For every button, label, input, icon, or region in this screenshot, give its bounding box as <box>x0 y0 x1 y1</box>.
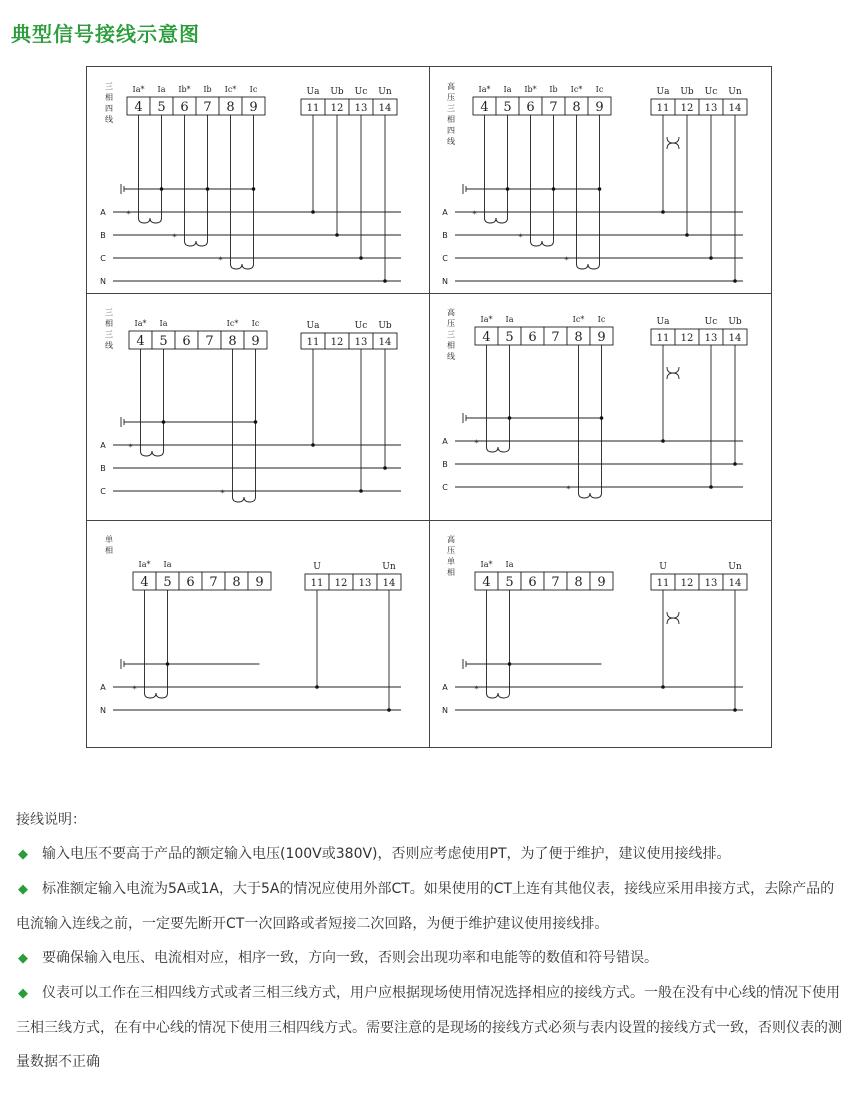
junction-dot <box>661 685 665 689</box>
terminal-number: 11 <box>306 103 320 114</box>
diamond-bullet-icon: ◆ <box>18 882 28 897</box>
bus-label: A <box>100 208 106 217</box>
voltage-label: Ub <box>330 87 344 97</box>
ct-coil-icon <box>487 441 510 452</box>
polarity-mark: * <box>126 210 131 219</box>
junction-dot <box>387 708 391 712</box>
current-label: Ia <box>157 85 166 94</box>
terminal-number: 4 <box>140 575 149 590</box>
ct-coil-icon <box>233 491 256 502</box>
note-text: 标准额定输入电流为5A或1A，大于5A的情况应使用外部CT。如果使用的CT上连有其他仪表，接线应采用串接方式，去除产品的电流输入连线之前，一定要先断开CT一次回路或者短接二次回路，为便于维护建议使用接线排。 <box>16 881 835 932</box>
junction-dot <box>709 256 713 260</box>
polarity-mark: * <box>564 256 569 265</box>
mode-label: 相 <box>105 546 113 555</box>
terminal-number: 12 <box>334 578 348 589</box>
bus-label: B <box>100 464 106 473</box>
terminal-number: 12 <box>680 103 694 114</box>
current-label: Ic <box>249 85 258 94</box>
terminal-number: 4 <box>482 330 491 345</box>
junction-dot <box>162 420 166 424</box>
bus-label: B <box>442 231 448 240</box>
terminal-number: 11 <box>656 103 670 114</box>
junction-dot <box>311 210 315 214</box>
mode-label: 压 <box>447 319 455 328</box>
diamond-bullet-icon: ◆ <box>18 847 28 862</box>
polarity-mark: * <box>132 685 137 694</box>
terminal-number: 6 <box>526 100 535 115</box>
terminal-number: 12 <box>330 337 344 348</box>
diagram-single-phase <box>100 534 401 715</box>
terminal-number: 14 <box>728 333 742 344</box>
ct-coil-icon <box>531 235 554 246</box>
bus-label: A <box>100 441 106 450</box>
junction-dot <box>359 256 363 260</box>
voltage-label: Ua <box>306 321 320 331</box>
terminal-number: 14 <box>382 578 396 589</box>
mode-label: 线 <box>447 137 455 146</box>
voltage-label: Ua <box>306 87 320 97</box>
current-label: Ia* <box>138 560 151 569</box>
terminal-number: 4 <box>480 100 489 115</box>
mode-label: 高 <box>447 535 455 544</box>
voltage-label: Uc <box>704 317 718 327</box>
voltage-label: Un <box>728 87 742 97</box>
terminal-number: 9 <box>255 575 264 590</box>
terminal-number: 5 <box>505 330 514 345</box>
diagram-hv-single-phase <box>442 534 747 715</box>
terminal-number: 13 <box>704 578 718 589</box>
junction-dot <box>506 187 510 191</box>
mode-label: 高 <box>447 82 455 91</box>
note-item-4 <box>16 976 842 1079</box>
terminal-number: 13 <box>354 103 368 114</box>
notes-header: 接线说明： <box>16 812 86 828</box>
polarity-mark: * <box>518 233 523 242</box>
terminal-number: 13 <box>354 337 368 348</box>
terminal-number: 5 <box>505 575 514 590</box>
terminal-number: 4 <box>482 575 491 590</box>
mode-label: 压 <box>447 93 455 102</box>
mode-label: 三 <box>105 330 113 339</box>
terminal-number: 9 <box>249 100 258 115</box>
voltage-label: Un <box>378 87 392 97</box>
current-label: Ia* <box>134 319 147 328</box>
terminal-number: 13 <box>704 103 718 114</box>
polarity-mark: * <box>218 256 223 265</box>
terminal-number: 13 <box>704 333 718 344</box>
terminal-number: 5 <box>163 575 172 590</box>
terminal-number: 9 <box>597 330 606 345</box>
mode-label: 三 <box>105 308 113 317</box>
bus-label: C <box>442 483 448 492</box>
mode-label: 四 <box>447 126 455 135</box>
polarity-mark: * <box>474 685 479 694</box>
current-label: Ic <box>595 85 604 94</box>
current-label: Ic* <box>572 315 585 324</box>
wiring-notes <box>16 803 842 1079</box>
terminal-number: 12 <box>680 578 694 589</box>
note-item-3 <box>16 941 842 976</box>
junction-dot <box>508 662 512 666</box>
mode-label: 线 <box>105 115 113 124</box>
junction-dot <box>733 462 737 466</box>
junction-dot <box>311 443 315 447</box>
bus-label: C <box>100 254 106 263</box>
current-label: Ic <box>597 315 606 324</box>
current-label: Ic* <box>226 319 239 328</box>
voltage-label: Ub <box>378 321 392 331</box>
terminal-number: 7 <box>205 334 214 349</box>
bus-label: A <box>442 208 448 217</box>
wiring-diagrams-svg <box>87 67 771 747</box>
polarity-mark: * <box>472 210 477 219</box>
current-label: Ic* <box>570 85 583 94</box>
terminal-number: 9 <box>251 334 260 349</box>
polarity-mark: * <box>220 489 225 498</box>
terminal-number: 9 <box>597 575 606 590</box>
bus-label: A <box>100 683 106 692</box>
terminal-number: 7 <box>549 100 558 115</box>
current-label: Ib* <box>178 85 191 94</box>
ct-coil-icon <box>139 212 162 223</box>
ct-coil-icon <box>485 212 508 223</box>
current-label: Ia <box>505 315 514 324</box>
terminal-number: 4 <box>136 334 145 349</box>
note-item-1 <box>16 837 842 872</box>
mode-label: 相 <box>447 568 455 577</box>
junction-dot <box>335 233 339 237</box>
current-label: Ia <box>503 85 512 94</box>
mode-label: 高 <box>447 308 455 317</box>
diamond-bullet-icon: ◆ <box>18 986 28 1001</box>
mode-label: 单 <box>447 557 455 566</box>
junction-dot <box>160 187 164 191</box>
terminal-number: 6 <box>528 330 537 345</box>
terminal-number: 8 <box>574 330 583 345</box>
voltage-label: Ub <box>680 87 694 97</box>
bus-label: A <box>442 437 448 446</box>
ct-coil-icon <box>231 258 254 269</box>
terminal-number: 6 <box>528 575 537 590</box>
terminal-number: 8 <box>572 100 581 115</box>
terminal-number: 7 <box>551 575 560 590</box>
junction-dot <box>315 685 319 689</box>
terminal-number: 6 <box>182 334 191 349</box>
mode-label: 三 <box>447 330 455 339</box>
diagram-hv-three-phase-four-wire <box>442 81 747 286</box>
junction-dot <box>252 187 256 191</box>
junction-dot <box>685 233 689 237</box>
terminal-number: 7 <box>551 330 560 345</box>
current-label: Ic <box>251 319 260 328</box>
mode-label: 相 <box>105 93 113 102</box>
mode-label: 相 <box>447 115 455 124</box>
junction-dot <box>600 416 604 420</box>
diagram-three-phase-three-wire <box>100 308 401 502</box>
ct-coil-icon <box>487 687 510 698</box>
ct-coil-icon <box>145 687 168 698</box>
mode-label: 压 <box>447 546 455 555</box>
current-label: Ia* <box>480 315 493 324</box>
bus-label: N <box>442 706 448 715</box>
wiring-diagram-grid <box>86 66 772 748</box>
pt-coil-icon <box>667 618 679 624</box>
junction-dot <box>661 210 665 214</box>
terminal-number: 11 <box>656 578 670 589</box>
voltage-label: Ub <box>728 317 742 327</box>
junction-dot <box>709 485 713 489</box>
mode-label: 三 <box>105 82 113 91</box>
ct-coil-icon <box>579 487 602 498</box>
junction-dot <box>206 187 210 191</box>
voltage-label: Uc <box>354 87 368 97</box>
current-label: Ia <box>163 560 172 569</box>
junction-dot <box>383 279 387 283</box>
bus-label: C <box>442 254 448 263</box>
pt-coil-icon <box>667 612 679 618</box>
polarity-mark: * <box>566 485 571 494</box>
junction-dot <box>661 439 665 443</box>
terminal-number: 12 <box>330 103 344 114</box>
polarity-mark: * <box>474 439 479 448</box>
junction-dot <box>166 662 170 666</box>
terminal-number: 5 <box>157 100 166 115</box>
note-text: 输入电压不要高于产品的额定输入电压(100V或380V)，否则应考虑使用PT，为了便于维护，建议使用接线排。 <box>42 846 731 862</box>
terminal-number: 5 <box>503 100 512 115</box>
ct-coil-icon <box>185 235 208 246</box>
mode-label: 三 <box>447 104 455 113</box>
bus-label: N <box>100 277 106 286</box>
junction-dot <box>733 708 737 712</box>
pt-coil-icon <box>667 367 679 373</box>
voltage-label: U <box>313 562 321 572</box>
voltage-label: Ua <box>656 317 670 327</box>
voltage-label: Un <box>728 562 742 572</box>
diagram-hv-three-phase-three-wire <box>442 307 747 498</box>
terminal-number: 4 <box>134 100 143 115</box>
mode-label: 相 <box>105 319 113 328</box>
mode-label: 线 <box>105 341 113 350</box>
junction-dot <box>598 187 602 191</box>
junction-dot <box>552 187 556 191</box>
bus-label: N <box>442 277 448 286</box>
current-label: Ia <box>505 560 514 569</box>
terminal-number: 8 <box>226 100 235 115</box>
terminal-number: 8 <box>574 575 583 590</box>
bus-label: B <box>100 231 106 240</box>
terminal-number: 7 <box>209 575 218 590</box>
mode-label: 相 <box>447 341 455 350</box>
junction-dot <box>508 416 512 420</box>
bus-label: N <box>100 706 106 715</box>
ct-coil-icon <box>577 258 600 269</box>
current-label: Ic* <box>224 85 237 94</box>
current-label: Ia <box>159 319 168 328</box>
terminal-number: 12 <box>680 333 694 344</box>
mode-label: 单 <box>105 535 113 544</box>
ct-coil-icon <box>141 445 164 456</box>
terminal-number: 8 <box>228 334 237 349</box>
bus-label: C <box>100 487 106 496</box>
voltage-label: Un <box>382 562 396 572</box>
page-title: 典型信号接线示意图 <box>11 22 200 46</box>
current-label: Ia* <box>132 85 145 94</box>
mode-label: 线 <box>447 352 455 361</box>
note-item-2 <box>16 872 842 941</box>
terminal-number: 6 <box>180 100 189 115</box>
note-text: 仪表可以工作在三相四线方式或者三相三线方式，用户应根据现场使用情况选择相应的接线方式。一般在没有中心线的情况下使用三相三线方式，在有中心线的情况下使用三相四线方式。需要注意的是现场的接线方式必须与表内设置的接线方式一致，否则仪表的测量数据不正确 <box>16 985 842 1070</box>
terminal-number: 14 <box>378 337 392 348</box>
terminal-number: 9 <box>595 100 604 115</box>
current-label: Ib <box>203 85 212 94</box>
terminal-number: 5 <box>159 334 168 349</box>
pt-coil-icon <box>667 373 679 379</box>
pt-coil-icon <box>667 143 679 149</box>
terminal-number: 11 <box>306 337 320 348</box>
diagram-three-phase-four-wire <box>100 82 401 286</box>
junction-dot <box>254 420 258 424</box>
polarity-mark: * <box>172 233 177 242</box>
terminal-number: 11 <box>656 333 670 344</box>
junction-dot <box>733 279 737 283</box>
terminal-number: 7 <box>203 100 212 115</box>
current-label: Ib* <box>524 85 537 94</box>
pt-coil-icon <box>667 137 679 143</box>
current-label: Ia* <box>478 85 491 94</box>
terminal-number: 6 <box>186 575 195 590</box>
note-text: 要确保输入电压、电流相对应，相序一致，方向一致，否则会出现功率和电能等的数值和符号错误。 <box>42 950 658 966</box>
terminal-number: 14 <box>728 103 742 114</box>
bus-label: B <box>442 460 448 469</box>
mode-label: 四 <box>105 104 113 113</box>
voltage-label: Uc <box>704 87 718 97</box>
current-label: Ia* <box>480 560 493 569</box>
terminal-number: 14 <box>378 103 392 114</box>
voltage-label: Uc <box>354 321 368 331</box>
voltage-label: U <box>659 562 667 572</box>
junction-dot <box>383 466 387 470</box>
terminal-number: 11 <box>310 578 324 589</box>
polarity-mark: * <box>128 443 133 452</box>
diamond-bullet-icon: ◆ <box>18 951 28 966</box>
current-label: Ib <box>549 85 558 94</box>
terminal-number: 14 <box>728 578 742 589</box>
bus-label: A <box>442 683 448 692</box>
junction-dot <box>359 489 363 493</box>
voltage-label: Ua <box>656 87 670 97</box>
terminal-number: 8 <box>232 575 241 590</box>
terminal-number: 13 <box>358 578 372 589</box>
